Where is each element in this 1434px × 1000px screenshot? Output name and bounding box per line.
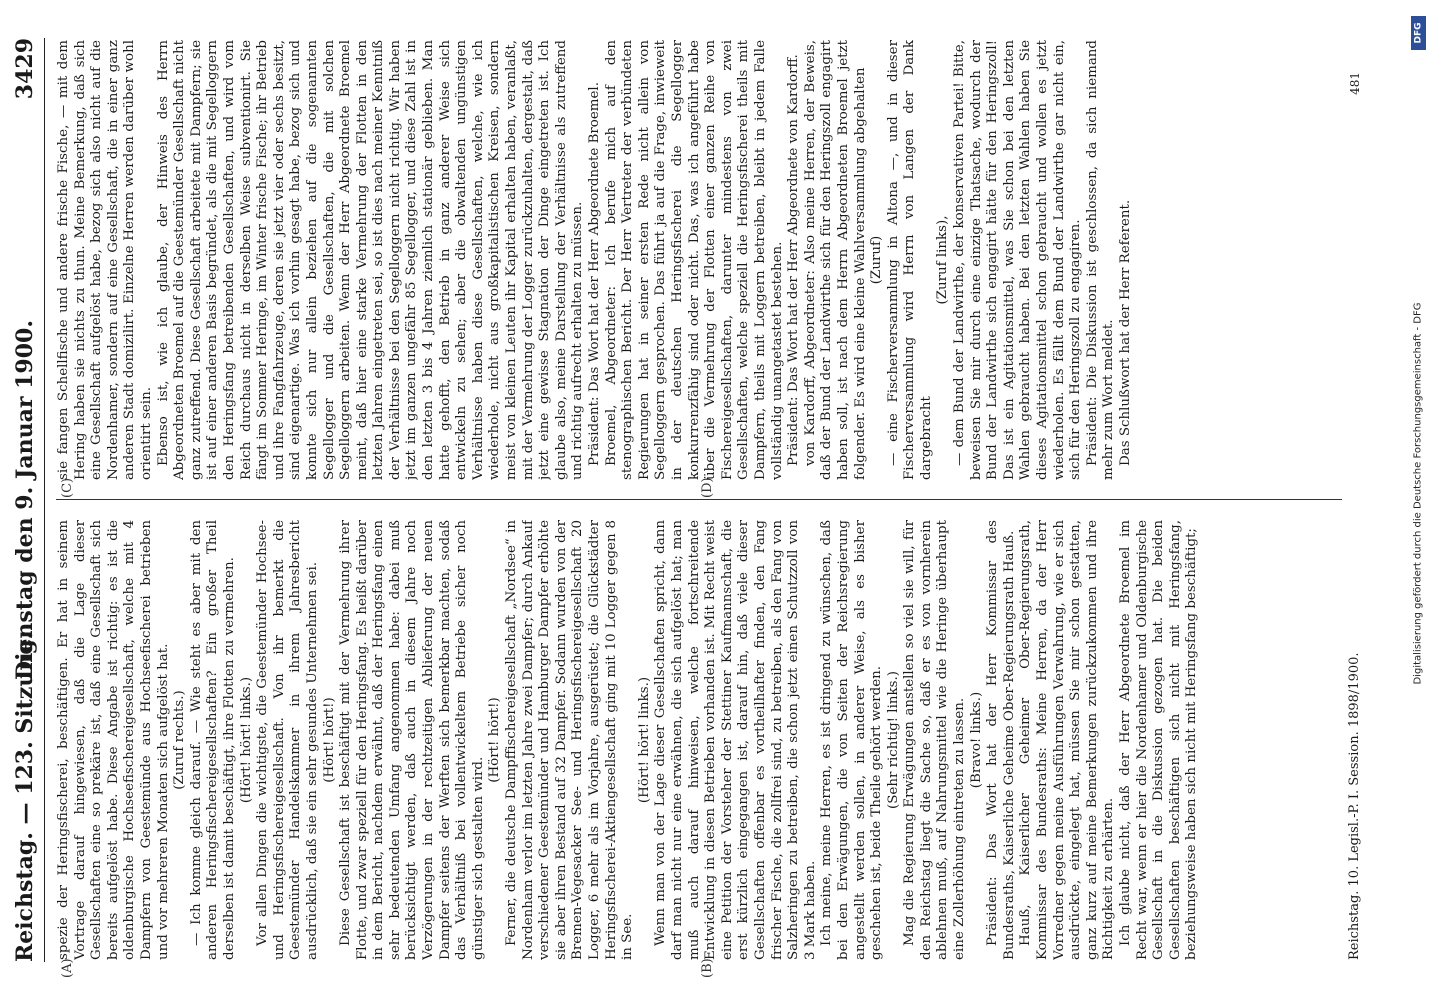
margin-marker-a: (A) (60, 958, 75, 978)
paragraph: Mag die Regierung Erwägungen anstellen so viel sie will, für den Reichstag liegt die Sache so, daß er es von vornherein ablehnen muß, auf Nahrungsmittel wie die Heringe überhaupt eine Zollerhöhung eintreten zu lassen. (902, 520, 968, 960)
interjection: (Hört! hört!) (487, 697, 503, 783)
speaker-paragraph: Präsident: Die Diskussion ist geschlossen, da sich niemand mehr zum Wort meldet. (1084, 40, 1117, 480)
speaker-paragraph: von Kardorff, Abgeordneter: Also meine Herren, der Beweis, daß der Bund der Landwirthe sich für den Heringszoll engagirt haben soll, ist nach dem Herrn Abgeordneten Broemel jetzt folgender. Es wird eine kleine Wahlversammlung abgehalten (802, 40, 868, 480)
interjection: (Zuruf rechts.) (172, 690, 188, 790)
paragraph: Ebenso ist, wie ich glaube, der Hinweis des Herrn Abgeordneten Broemel auf die Geestemünder Gesellschaft nicht ganz zutreffend. Diese Gesellschaft arbeitete mit Dampfern; sie ist auf einer anderen Basis begründet, als die mit Segelloggern den Heringsfang betreibenden Gesellschaften, und wird vom Reich durchaus nicht in derselben Weise subventionirt. Sie fängt im Sommer Heringe, im Winter frische Fische; ihr Betrieb und ihre Fangfahrzeuge, deren sie jetzt vier oder sechs besitzt, sind eigenartige. Was ich vorhin gesagt habe, bezog sich und konnte sich nur allein beziehen auf die sogenannten Segellogger und die Gesellschaften, die mit solchen Segelloggern arbeiten. Wenn der Herr Abgeordnete Broemel meint, daß hier eine starke Vermehrung der Flotten in den letzten Jahren eingetreten sei, so ist dies nach meiner Kenntniß der Verhältnisse bei den Segelloggern nicht richtig. Wir haben jetzt im ganzen ungefähr 85 Segellogger, und diese Zahl ist in den letzten 3 bis 4 Jahren ziemlich stationär geblieben. Man hatte gehofft, den Betrieb in ganz anderer Weise sich entwickeln zu sehen; aber die obwaltenden ungünstigen Verhältnisse haben diese Gesellschaften, welche, wie ich wiederhole, nicht aus großkapitalistischen Kreisen, sondern meist von kleinen Leuten ihr Kapital erhalten haben, veranlaßt, mit der Vermehrung der Logger zurückzuhalten, dergestalt, daß jetzt eine gewisse Stagnation der Dinge eingetreten ist. Ich glaube also, meine Darstellung der Verhältnisse als zutreffend und richtig aufrecht erhalten zu müssen. (155, 40, 586, 480)
interjection: (Hört! hört! links.) (636, 676, 652, 804)
paragraph: Ich glaube nicht, daß der Herr Abgeordnete Broemel im Recht war, wenn er hier die Nordenhamer und Oldenburgische Gesellschaft in die Diskussion gezogen hat. Die beiden Gesellschaften beschäftigen sich nicht mit Heringsfang, beziehungsweise haben sich nicht mit Heringsfang beschäftigt; (1118, 520, 1200, 960)
scanned-page (0, 20, 1400, 980)
paragraph: — Ich komme gleich darauf. — Wie steht es aber mit den anderen Heringsfischereigesellschaften? Ein großer Theil derselben ist damit beschäftigt, ihre Flotten zu vermehren. (188, 520, 237, 960)
header-date: Dienstag den 9. Januar 1900. (12, 320, 38, 680)
dfg-credit-strip (1408, 8, 1428, 992)
speaker-paragraph: Präsident: Das Wort hat der Herr Kommissar des Bundesraths, Kaiserliche Geheime Ober-Regierungsrath Hauß. (985, 520, 1017, 960)
column-divider (56, 499, 1342, 500)
interjection: (Hört! hört!) (321, 697, 337, 783)
speaker-paragraph: Präsident: Das Wort hat der Herr Abgeordnete Broemel. (587, 82, 602, 466)
footer-page-number: 481 (1348, 72, 1362, 95)
interjection: (Hört! hört! links.) (238, 676, 254, 804)
margin-marker-b: (B) (700, 958, 715, 978)
speaker-paragraph: Präsident: Das Wort hat der Herr Abgeordnete von Kardorff. (786, 54, 802, 466)
paragraph: Ich meine, meine Herren, es ist dringend zu wünschen, daß bei den Erwägungen, die von Seiten der Reichsregierung angestellt werden sollen, in anderer Weise, als es bisher geschehen ist, beide Theile gehört werden. (819, 520, 885, 960)
right-column (56, 40, 1342, 480)
interjection: (Bravo! links.) (968, 691, 984, 789)
paragraph: Das Schlußwort hat der Herr Referent. (1118, 199, 1133, 466)
paragraph: spezie der Heringsfischerei, beschäftigen. Er hat in seinem Vortrage darauf hingewiesen, daß die Lage dieser Gesellschaften eine so prekäre ist, daß eine Gesellschaft sich bereits aufgelöst habe. Diese Angabe ist richtig: es ist die oldenburgische Hochseefischereigesellschaft, welche mit 4 Dampfern von Geestemünde aus Hochseefischerei betrieben und vor mehreren Monaten sich aufgelöst hat. (56, 520, 171, 960)
paragraph: Ferner, die deutsche Dampffischereigesellschaft „Nordsee“ in Nordenham verlor im letzten Jahre zwei Dampfer; durch Ankauf verschiedener Geestemünder und Hamburger Dampfer erhöhte sie aber ihren Bestand auf 32 Dampfer. Sodann wurden von der Bremen-Vegesacker See- und Heringsfischereigesellschaft 20 Logger, 6 mehr als im Vorjahre, ausgerüstet; die Glückstädter Heringsfischerei-Aktiengesellschaft ging mit 10 Logger gegen 8 in See. (504, 520, 636, 960)
header-page-number: 3429 (12, 38, 38, 100)
paragraph: Vor allen Dingen die wichtigste, die Geestemünder Hochsee- und Heringsfischereigesellschaft. Von ihr bemerkt die Geestemünder Handelskammer in ihrem Jahresbericht ausdrücklich, daß sie ein sehr gesundes Unternehmen sei. (255, 520, 320, 960)
header-session: Reichstag. — 123. Sitzung. (12, 631, 38, 962)
paragraph: sie fangen Schellfische und andere frische Fische, — mit dem Hering haben sie nichts zu thun. Meine Bemerkung, daß sich eine Gesellschaft aufgelöst habe, bezog sich also nicht auf die Nordenhamer, sondern auf eine Gesellschaft, die in einer ganz anderen Stadt domizilirt. Einzelne Herren werden darüber wohl orientirt sein. (56, 40, 154, 480)
dfg-logo: DFG (1411, 16, 1426, 50)
page-footer: Reichstag. 10. Legisl.-P. I. Session. 1898/1900. (1347, 652, 1362, 960)
paragraph: Diese Gesellschaft ist beschäftigt mit der Vermehrung ihrer Flotte, und zwar speziell für den Heringsfang. Es heißt darüber in dem Bericht, nachdem erwähnt, daß der Heringsfang einen sehr bedeutenden Umfang angenommen habe: dabei muß berücksichtigt werden, daß auch in diesem Jahre noch Verzögerungen in der rechtzeitigen Ablieferung der neuen Dampfer seitens der Werften sich bemerkbar machten, sodaß das Verhältniß bei vollentwickeltem Betriebe sicher noch günstiger sich gestalten wird. (338, 520, 486, 960)
margin-marker-c: (C) (60, 477, 75, 498)
paragraph: — dem Bund der Landwirthe, der konservativen Partei! Bitte, beweisen Sie mir durch eine einzige Thatsache, wodurch der Bund der Landwirthe sich engagirt hätte für den Heringszoll! Das ist ein Agitationsmittel, was Sie schon bei den letzten Wahlen gebraucht haben. Bei den letzten Wahlen haben Sie dieses Agitationsmittel schon gebraucht und wollen es jetzt wiederholen. Es fällt dem Bund der Landwirthe gar nicht ein, sich für den Heringszoll zu engagiren. (952, 40, 1084, 480)
speaker-paragraph: Hauß, Kaiserlicher Geheimer Ober-Regierungsrath, Kommissar des Bundesraths: Meine Herren, da der Herr Vorredner gegen meine Ausführungen Verwahrung, wie er sich ausdrückte, eingelegt hat, müssen Sie mir schon gestatten, ganz kurz auf meine Bemerkungen zurückzukommen und ihre Richtigkeit zu erhärten. (1018, 520, 1117, 960)
interjection: (Zuruf) (869, 235, 885, 285)
left-column (56, 520, 1342, 960)
interjection: (Zuruf links), (935, 215, 951, 305)
margin-marker-d: (D) (700, 477, 715, 498)
paragraph: Wenn man von der Lage dieser Gesellschaften spricht, dann darf man nicht nur eine erwähnen, die sich aufgelöst hat; man muß auch darauf hinweisen, welche fortschreitende Entwicklung in diesen Betrieben vorhanden ist. Mit Recht weist eine Petition der Vorsteher der Stettiner Kaufmannschaft, die erst kürzlich eingegangen ist, darauf hin, daß viele dieser Gesellschaften offenbar es vortheilhafter finden, den Fang frischer Fische, die zollfrei sind, zu betreiben, als den Fang von Salzheringen zu betreiben, die schon jetzt einen Schutzzoll von 3 Mark haben. (653, 520, 818, 960)
speaker-paragraph: Broemel, Abgeordneter: Ich berufe mich auf den stenographischen Bericht. Der Herr Vertreter der verbündeten Regierungen hat in seiner ersten Rede nicht allein von Segelloggern gesprochen. Das führt ja auf die Frage, inwieweit in der deutschen Heringsfischerei die Segellogger konkurrenzfähig sind oder nicht. Das, was ich angeführt habe über die Vermehrung der Flotten einer ganzen Reihe von Fischereigesellschaften, darunter mindestens von zwei Gesellschaften, welche speziell die Heringsfischerei theils mit Dampfern, theils mit Loggern betreiben, bleibt in jedem Falle vollständig unangetastet bestehen. (603, 40, 785, 480)
digitization-credit: Digitalisierung gefördert durch die Deutsche Forschungsgemeinschaft - DFG (1412, 302, 1424, 685)
paragraph: — eine Fischerversammlung in Altona —, und in dieser Fischerversammlung wird Herrn von Langen der Dank dargebracht (885, 40, 934, 480)
interjection: (Sehr richtig! links.) (885, 671, 901, 809)
page-header (10, 38, 45, 962)
